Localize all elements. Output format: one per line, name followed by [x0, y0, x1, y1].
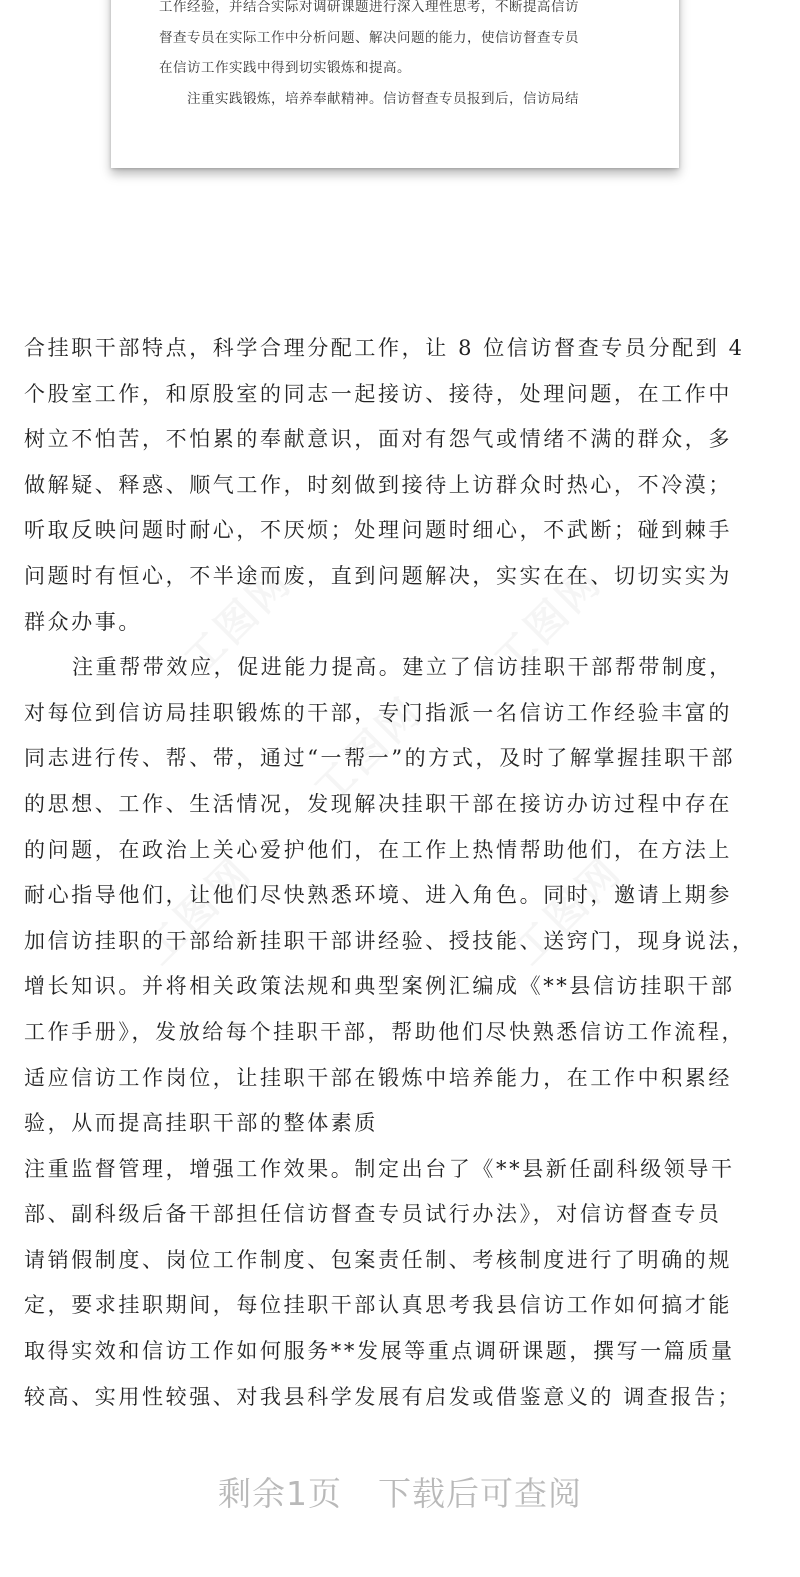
body-line: 同志进行传、帮、带，通过“一帮一”的方式，及时了解掌握挂职干部: [24, 746, 736, 771]
body-line: 群众办事。: [24, 609, 142, 634]
body-line: 注重监督管理，增强工作效果。制定出台了《**县新任副科级领导干: [24, 1156, 735, 1181]
preview-line: 督查专员在实际工作中分析问题、解决问题的能力，使信访督查专员: [159, 29, 579, 46]
remaining-pages-label: 剩余1页: [218, 1474, 342, 1513]
body-line: 的问题，在政治上关心爱护他们，在工作上热情帮助他们，在方法上: [24, 837, 732, 862]
download-to-view-label: 下载后可查阅: [378, 1474, 582, 1513]
body-line: 的思想、工作、生活情况，发现解决挂职干部在接访办访过程中存在: [24, 791, 732, 816]
body-line: 对每位到信访局挂职锻炼的干部，专门指派一名信访工作经验丰富的: [24, 700, 732, 725]
body-line: 验，从而提高挂职干部的整体素质: [24, 1111, 378, 1136]
watermark: 工图网: [305, 688, 432, 814]
body-line: 工作手册》，发放给每个挂职干部，帮助他们尽快熟悉信访工作流程，: [24, 1019, 746, 1044]
watermark: 工图网: [175, 558, 302, 684]
body-line: 取得实效和信访工作如何服务**发展等重点调研课题，撰写一篇质量: [24, 1339, 735, 1364]
watermark: 工图网: [485, 558, 612, 684]
body-line: 听取反映问题时耐心，不厌烦；处理问题时细心，不武断；碰到棘手: [24, 518, 732, 543]
body-line: 增长知识。并将相关政策法规和典型案例汇编成《**县信访挂职干部: [24, 974, 735, 999]
body-line: 树立不怕苦，不怕累的奉献意识，面对有怨气或情绪不满的群众，多: [24, 427, 732, 452]
preview-text-block: [159, 0, 639, 114]
body-line: 部、副科级后备干部担任信访督查专员试行办法》，对信访督查专员: [24, 1202, 722, 1227]
preview-line: 注重实践锻炼，培养奉献精神。信访督查专员报到后，信访局结: [187, 90, 579, 107]
watermark: 工图网: [135, 848, 262, 974]
body-line: 合挂职干部特点，科学合理分配工作，让 8 位信访督查专员分配到 4: [24, 336, 745, 360]
body-line: 请销假制度、岗位工作制度、包案责任制、考核制度进行了明确的规: [24, 1247, 732, 1272]
watermark: 工图网: [505, 848, 632, 974]
body-line: 加信访挂职的干部给新挂职干部讲经验、授技能、送窍门，现身说法，: [24, 928, 756, 953]
document-body: [24, 326, 794, 1420]
preview-line: 工作经验，并结合实际对调研课题进行深入理性思考，不断提高信访: [159, 0, 579, 15]
body-line: 适应信访工作岗位，让挂职干部在锻炼中培养能力，在工作中积累经: [24, 1065, 732, 1090]
body-line: 耐心指导他们，让他们尽快熟悉环境、进入角色。同时，邀请上期参: [24, 883, 732, 908]
download-prompt[interactable]: [0, 1468, 800, 1515]
body-line: 做解疑、释惑、顺气工作，时刻做到接待上访群众时热心，不冷漠；: [24, 472, 732, 497]
body-line: 问题时有恒心，不半途而废，直到问题解决，实实在在、切切实实为: [24, 563, 732, 588]
body-line: 较高、实用性较强、对我县科学发展有启发或借鉴意义的 调查报告；: [24, 1384, 742, 1409]
body-line: 注重帮带效应，促进能力提高。建立了信访挂职干部帮带制度，: [72, 655, 733, 680]
body-line: 个股室工作，和原股室的同志一起接访、接待，处理问题，在工作中: [24, 381, 732, 406]
preview-page-card: [111, 0, 679, 168]
body-line: 定，要求挂职期间，每位挂职干部认真思考我县信访工作如何搞才能: [24, 1293, 732, 1318]
preview-line: 在信访工作实践中得到切实锻炼和提高。: [159, 60, 411, 76]
